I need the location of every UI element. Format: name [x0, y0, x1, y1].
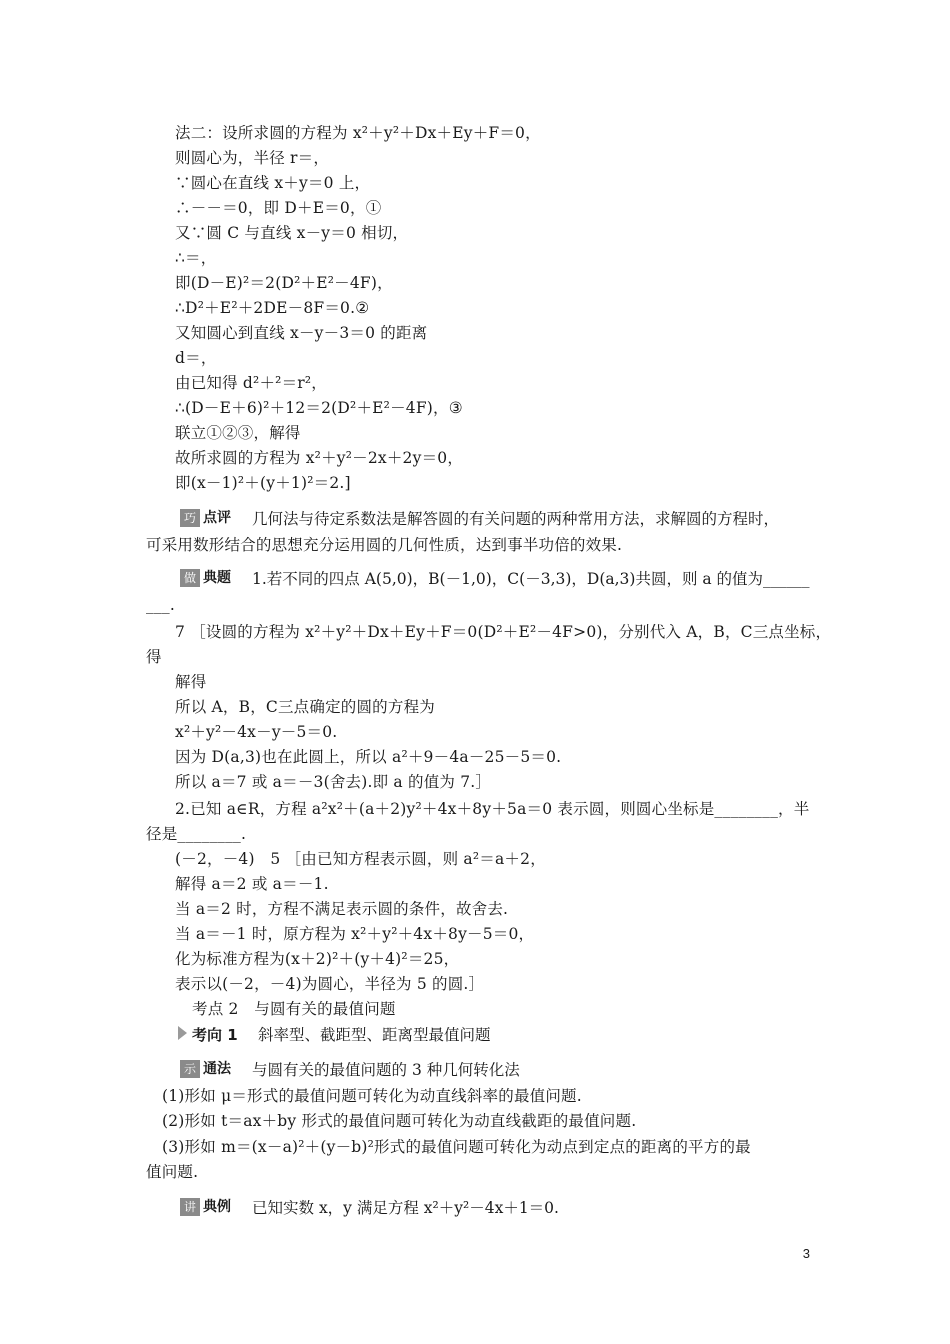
method2-line: ∴(D－E＋6)²＋12＝2(D²＋E²－4F)，③: [175, 399, 463, 417]
comment-row: [180, 507, 779, 529]
answer-2-line: (－2，－4) 5 ［由已知方程表示圆，则 a²＝a＋2，: [175, 850, 546, 868]
question-2: 2.已知 a∈R，方程 a²x²＋(a＋2)y²＋4x＋8y＋5a＝0 表示圆，则圆心坐标是________，半: [175, 800, 810, 818]
tongfa-item: (1)形如 μ＝形式的最值问题可转化为动直线斜率的最值问题.: [162, 1087, 582, 1105]
method2-line: 法二：设所求圆的方程为 x²＋y²＋Dx＋Ey＋F＝0，: [175, 124, 541, 142]
question-2-cont: 径是________.: [146, 825, 247, 843]
kaoxiang-label: 考向 1: [192, 1026, 238, 1044]
answer-2-line: 表示以(－2，－4)为圆心，半径为 5 的圆.］: [175, 975, 485, 993]
method2-line: d＝，: [175, 349, 217, 367]
method2-line: ∵圆心在直线 x＋y＝0 上，: [175, 174, 371, 192]
example-tag: 讲: [180, 1198, 200, 1216]
answer-1-line: 7 ［设圆的方程为 x²＋y²＋Dx＋Ey＋F＝0(D²＋E²－4F>0)，分别代入 A，B，C三点坐标，: [175, 623, 832, 641]
method2-line: 即(D－E)²＝2(D²＋E²－4F)，: [175, 274, 393, 292]
comment-tag: 巧: [180, 509, 200, 527]
comment-text: 几何法与待定系数法是解答圆的有关问题的两种常用方法，求解圆的方程时，: [252, 510, 780, 528]
play-arrow-icon: [178, 1026, 187, 1040]
comment-text-cont: 可采用数形结合的思想充分运用圆的几何性质，达到事半功倍的效果.: [146, 536, 623, 554]
answer-1-line: 因为 D(a,3)也在此圆上，所以 a²＋9－4a－25－5＝0.: [175, 748, 562, 766]
question-1: 1.若不同的四点 A(5,0)，B(－1,0)，C(－3,3)，D(a,3)共圆，则 a 的值为______: [252, 570, 810, 588]
example-badge: [180, 1198, 234, 1216]
example-label: 典例: [203, 1199, 232, 1215]
method2-line: 由已知得 d²＋²＝r²，: [175, 374, 327, 392]
method2-line: 则圆心为，半径 r＝，: [175, 149, 330, 167]
answer-2-line: 当 a＝2 时，方程不满足表示圆的条件，故舍去.: [175, 900, 509, 918]
method2-line: ∴－－＝0，即 D＋E＝0，①: [175, 199, 382, 217]
answer-1-line: x²＋y²－4x－y－5＝0.: [175, 723, 338, 741]
tongfa-item-cont: 值问题.: [146, 1163, 199, 1181]
answer-1-line: 得: [146, 648, 162, 666]
kaoxiang-title: 斜率型、截距型、距离型最值问题: [258, 1026, 491, 1044]
tongfa-title: 与圆有关的最值问题的 3 种几何转化法: [252, 1061, 520, 1079]
tongfa-item: (2)形如 t＝ax＋by 形式的最值问题可转化为动直线截距的最值问题.: [162, 1112, 637, 1130]
tongfa-tag: 示: [180, 1060, 200, 1078]
example-row: [180, 1196, 559, 1218]
tongfa-item: (3)形如 m＝(x－a)²＋(y－b)²形式的最值问题可转化为动点到定点的距离的平方的最: [162, 1138, 751, 1156]
section-heading: 考点 2 与圆有关的最值问题: [192, 1000, 396, 1018]
comment-label: 点评: [203, 510, 232, 526]
tongfa-label: 通法: [203, 1061, 232, 1077]
method2-line: 又知圆心到直线 x－y－3＝0 的距离: [175, 324, 428, 342]
method2-line: 故所求圆的方程为 x²＋y²－2x＋2y＝0，: [175, 449, 464, 467]
method2-line: 即(x－1)²＋(y＋1)²＝2.]: [175, 474, 351, 492]
example-text: 已知实数 x，y 满足方程 x²＋y²－4x＋1＝0.: [252, 1199, 559, 1217]
practice-row: [180, 567, 810, 589]
practice-tag: 做: [180, 569, 200, 587]
method2-line: 联立①②③，解得: [175, 424, 301, 442]
comment-badge: [180, 509, 234, 527]
answer-2-line: 化为标准方程为(x＋2)²＋(y＋4)²＝25，: [175, 950, 460, 968]
answer-2-line: 当 a＝－1 时，原方程为 x²＋y²＋4x＋8y－5＝0，: [175, 925, 535, 943]
method2-line: ∴＝，: [175, 249, 217, 267]
answer-1-line: 解得: [175, 673, 207, 691]
answer-2-line: 解得 a＝2 或 a＝－1.: [175, 875, 329, 893]
page-number: 3: [802, 1246, 810, 1261]
answer-1-line: 所以 a＝7 或 a＝－3(舍去).即 a 的值为 7.］: [175, 773, 492, 791]
practice-badge: [180, 569, 234, 587]
question-1-cont: ___.: [146, 596, 175, 614]
tongfa-badge: [180, 1060, 234, 1078]
practice-label: 典题: [203, 570, 232, 586]
answer-1-line: 所以 A，B，C三点确定的圆的方程为: [175, 698, 435, 716]
method2-line: 又∵圆 C 与直线 x－y＝0 相切，: [175, 224, 409, 242]
tongfa-row: [180, 1058, 520, 1080]
method2-line: ∴D²＋E²＋2DE－8F＝0.②: [175, 299, 370, 317]
